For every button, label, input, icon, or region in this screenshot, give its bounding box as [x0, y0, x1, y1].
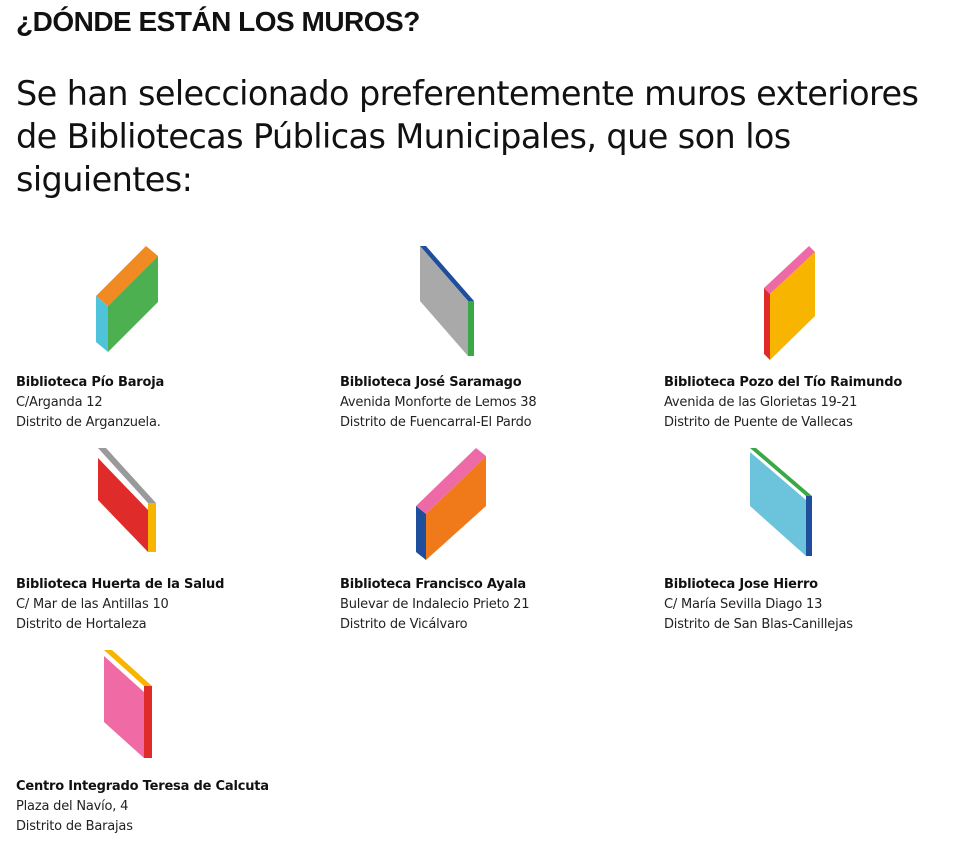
- library-address: C/ Mar de las Antillas 10: [16, 597, 169, 612]
- library-address: Avenida Monforte de Lemos 38: [340, 395, 537, 410]
- library-name: Biblioteca Huerta de la Salud: [16, 577, 225, 592]
- library-card-pozo-tio-raimundo: [664, 246, 960, 446]
- wall-icon: [410, 246, 490, 371]
- wall-icon: [86, 650, 166, 775]
- library-district: Distrito de Barajas: [16, 819, 133, 834]
- wall-icon: [734, 246, 814, 371]
- library-district: Distrito de Vicálvaro: [340, 617, 468, 632]
- library-name: Biblioteca Pío Baroja: [16, 375, 165, 390]
- library-address: C/Arganda 12: [16, 395, 103, 410]
- library-district: Distrito de Puente de Vallecas: [664, 415, 853, 430]
- library-district: Distrito de Arganzuela.: [16, 415, 161, 430]
- library-card-pio-baroja: [16, 246, 316, 446]
- wall-icon: [86, 448, 166, 573]
- library-district: Distrito de San Blas-Canillejas: [664, 617, 853, 632]
- page-heading: ¿DÓNDE ESTÁN LOS MUROS?: [16, 6, 420, 37]
- library-address: C/ María Sevilla Diago 13: [664, 597, 823, 612]
- library-card-huerta-de-la-salud: [16, 448, 316, 648]
- library-district: Distrito de Fuencarral-El Pardo: [340, 415, 532, 430]
- intro-text: Se han seleccionado preferentemente muros exteriores de Bibliotecas Públicas Municipales, que son los siguientes:: [16, 74, 919, 199]
- library-name: Biblioteca Jose Hierro: [664, 577, 818, 592]
- library-name: Centro Integrado Teresa de Calcuta: [16, 779, 269, 794]
- library-name: Biblioteca Francisco Ayala: [340, 577, 526, 592]
- library-card-jose-saramago: [340, 246, 640, 446]
- library-address: Bulevar de Indalecio Prieto 21: [340, 597, 530, 612]
- library-address: Avenida de las Glorietas 19-21: [664, 395, 858, 410]
- wall-icon: [86, 246, 166, 371]
- library-name: Biblioteca Pozo del Tío Raimundo: [664, 375, 903, 390]
- library-district: Distrito de Hortaleza: [16, 617, 147, 632]
- wall-icon: [734, 448, 814, 573]
- library-card-jose-hierro: [664, 448, 960, 648]
- library-card-francisco-ayala: [340, 448, 640, 648]
- library-address: Plaza del Navío, 4: [16, 799, 129, 814]
- wall-icon: [410, 448, 490, 573]
- library-name: Biblioteca José Saramago: [340, 375, 522, 390]
- library-card-teresa-de-calcuta: [16, 650, 316, 850]
